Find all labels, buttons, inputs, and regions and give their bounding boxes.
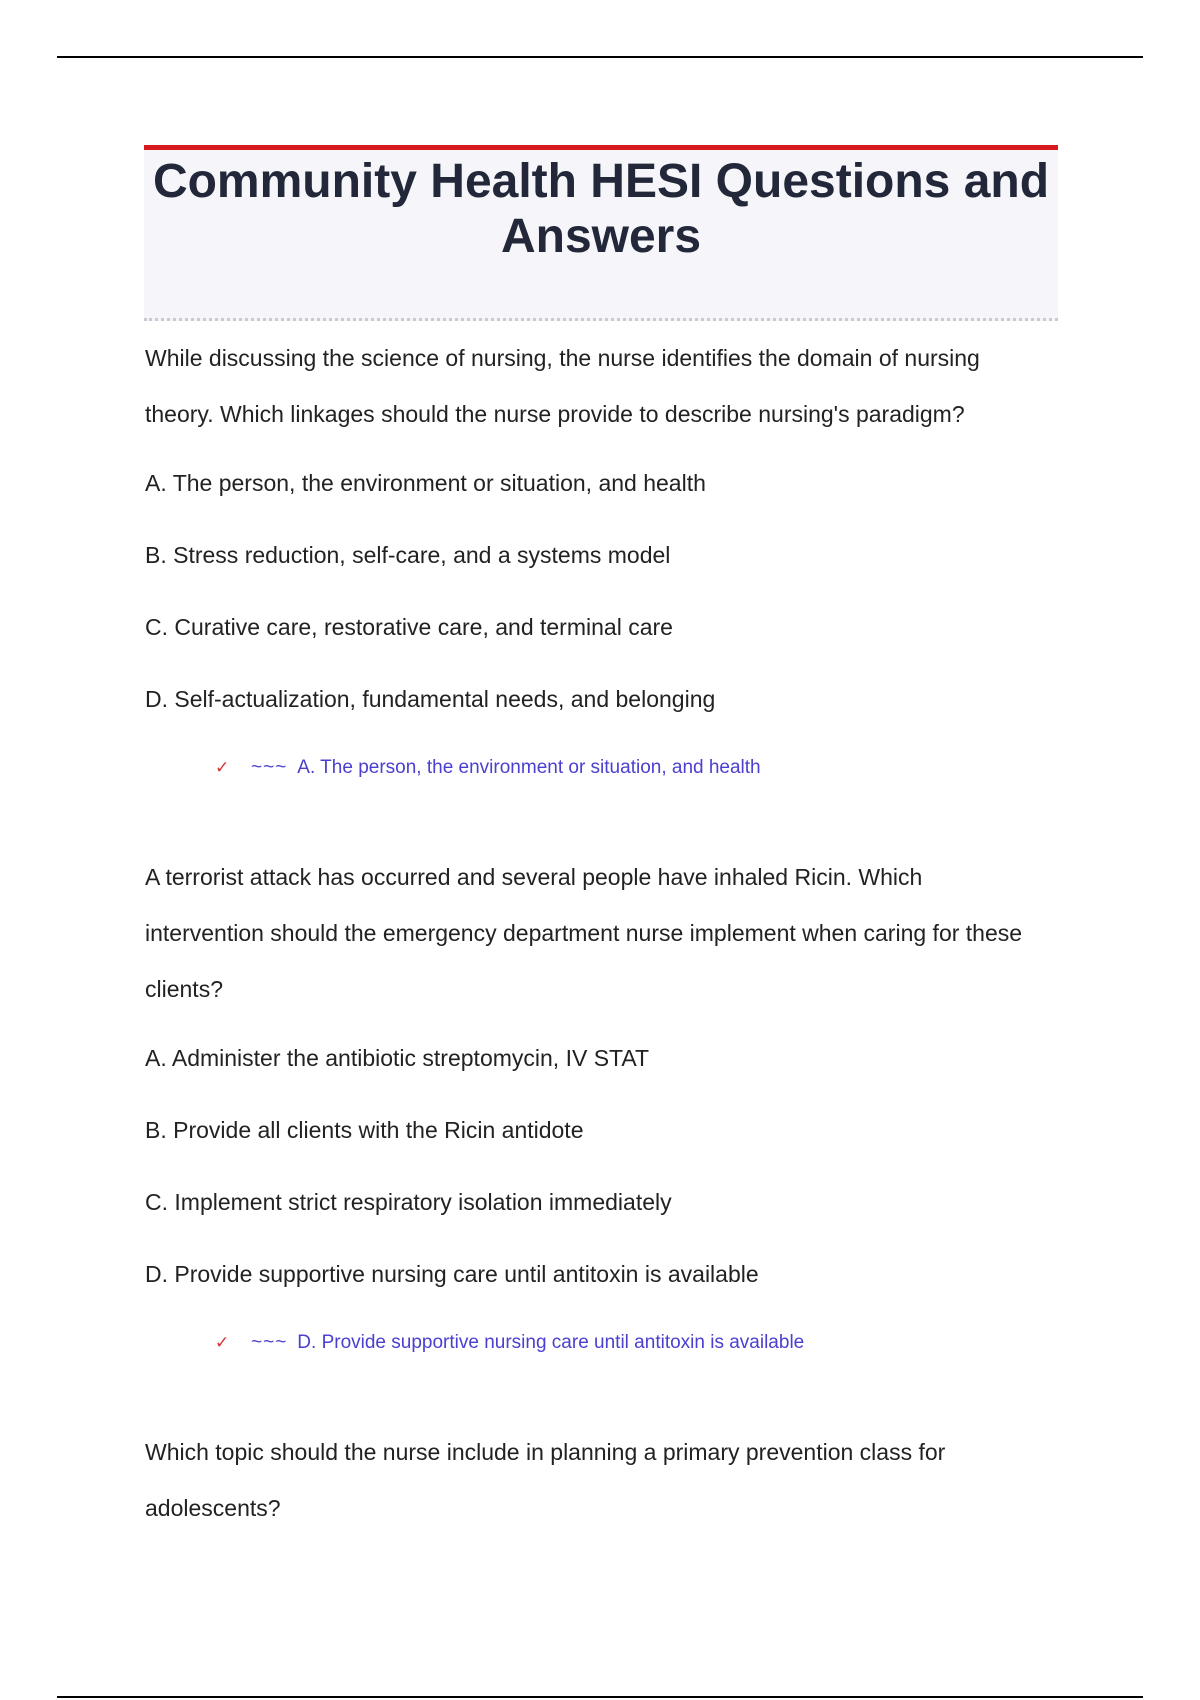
question-1-option-c: C. Curative care, restorative care, and terminal care <box>145 614 673 640</box>
question-1-answer-text: A. The person, the environment or situation, and health <box>297 757 761 778</box>
question-2-option-b: B. Provide all clients with the Ricin antidote <box>145 1117 584 1143</box>
check-icon: ✓ <box>215 1333 230 1353</box>
question-2-option-a: A. Administer the antibiotic streptomycin, IV STAT <box>145 1045 650 1071</box>
question-1-option-d: D. Self-actualization, fundamental needs, and belonging <box>145 686 716 712</box>
document-title: Community Health HESI Questions and Answers <box>152 155 1050 263</box>
question-1-text: While discussing the science of nursing, the nurse identifies the domain of nursing theory. Which linkages should the nurse provide to describe nursing's paradigm? <box>145 345 980 427</box>
question-2-text: A terrorist attack has occurred and several people have inhaled Ricin. Which intervention should the emergency department nurse implement when caring for these clients? <box>145 864 1023 1002</box>
question-1-option-a: A. The person, the environment or situation, and health <box>145 470 706 496</box>
page-top-rule <box>57 56 1143 58</box>
answer-marker: ~~~ <box>251 1332 288 1353</box>
question-1-answer <box>215 755 1045 781</box>
question-1-option-b: B. Stress reduction, self-care, and a systems model <box>145 542 671 568</box>
title-banner <box>144 145 1058 321</box>
question-2-option-d: D. Provide supportive nursing care until antitoxin is available <box>145 1261 759 1287</box>
question-3-text: Which topic should the nurse include in planning a primary prevention class for adolescents? <box>145 1439 946 1521</box>
check-icon: ✓ <box>215 758 230 778</box>
question-2-option-c: C. Implement strict respiratory isolation immediately <box>145 1189 672 1215</box>
question-2-answer-text: D. Provide supportive nursing care until antitoxin is available <box>297 1332 805 1353</box>
question-2-answer <box>215 1330 1045 1356</box>
page-bottom-rule <box>57 1696 1143 1698</box>
answer-marker: ~~~ <box>251 757 288 778</box>
document-body <box>145 330 1045 1536</box>
title-dotted-divider <box>144 318 1058 321</box>
